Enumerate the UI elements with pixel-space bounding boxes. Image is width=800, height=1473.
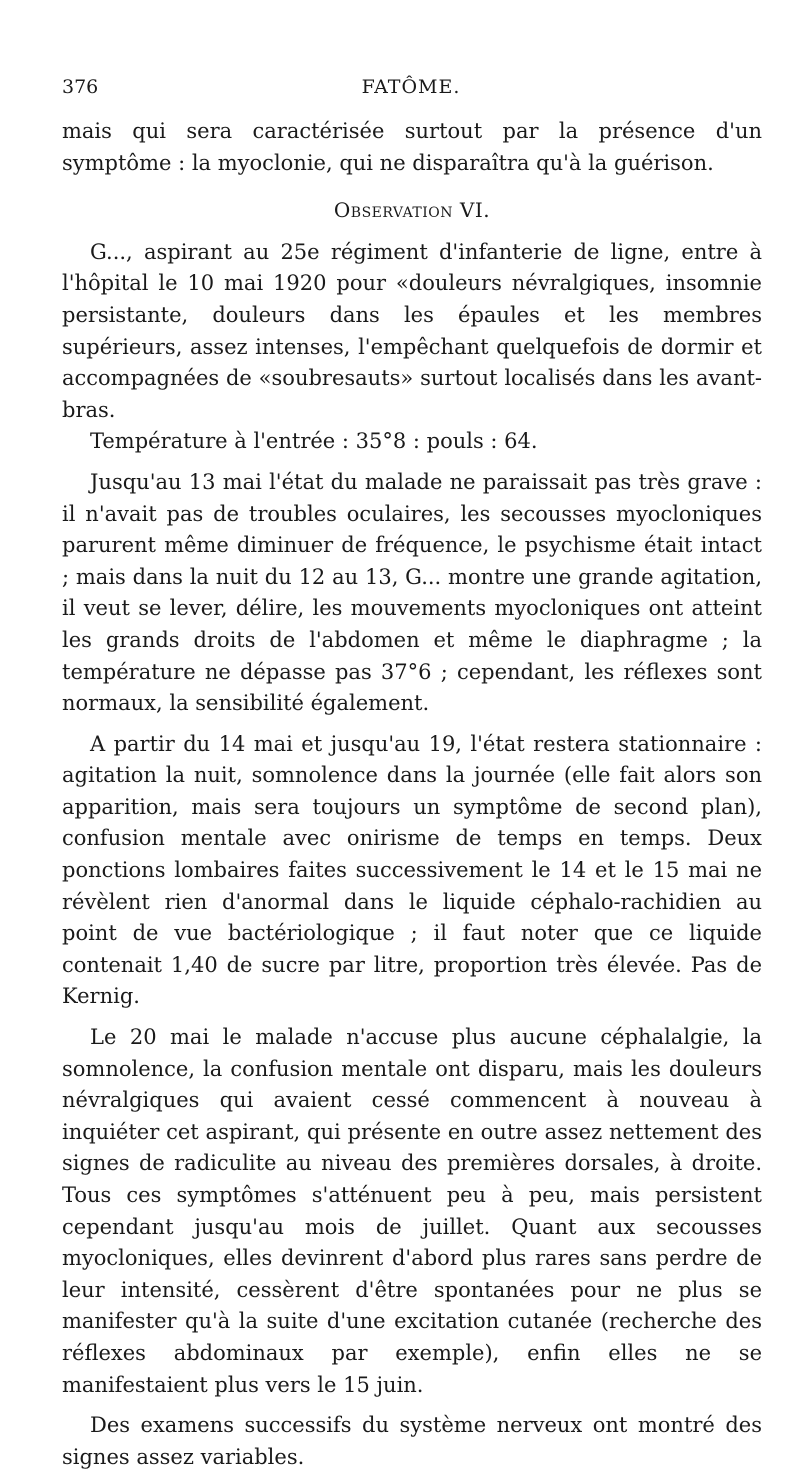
paragraph: G..., aspirant au 25e régiment d'infanterie de ligne, entre à l'hôpital le 10 mai 1920 pour «douleurs névralgiques, insomnie persistante, douleurs dans les épaules et les membres supérieurs, assez intenses, l'empêchant quelquefois de dormir et accompagnées de «soubresauts» surtout localisés dans les avant-bras. (62, 239, 762, 422)
paragraph: A partir du 14 mai et jusqu'au 19, l'état restera stationnaire : agitation la nuit, somnolence dans la journée (elle fait alors son apparition, mais sera toujours un symptôme de second plan), confusion mentale avec onirisme de temps en temps. Deux ponctions lombaires faites successivement le 14 et le 15 mai ne révèlent rien d'anormal dans le liquide céphalo-rachidien au point de vue bactériologique ; il faut noter que ce liquide contenait 1,40 de sucre par litre, proportion très élevée. Pas de Kernig. (62, 731, 762, 1009)
paragraph-continuation: mais qui sera caractérisée surtout par la présence d'un symptôme : la myoclonie, qui ne disparaîtra qu'à la guérison. (62, 119, 762, 175)
section-heading: Observation VI. (333, 198, 491, 223)
running-title: FATÔME. (361, 76, 461, 98)
page-header (62, 76, 760, 106)
page-number: 376 (62, 76, 99, 98)
paragraph: Jusqu'au 13 mai l'état du malade ne paraissait pas très grave : il n'avait pas de troubles oculaires, les secousses myocloniques parurent même diminuer de fréquence, le psychisme était intact ; mais dans la nuit du 12 au 13, G... montre une grande agitation, il veut se lever, délire, les mouvements myocloniques ont atteint les grands droits de l'abdomen et même le diaphragme ; la température ne dépasse pas 37°6 ; cependant, les réflexes sont normaux, la sensibilité également. (62, 469, 762, 716)
paragraph: Des examens successifs du système nerveux ont montré des signes assez variables. (62, 1413, 762, 1469)
paragraph: Température à l'entrée : 35°8 : pouls : 64. (90, 429, 538, 454)
body-text (62, 116, 762, 1473)
paragraph: Le 20 mai le malade n'accuse plus aucune céphalalgie, la somnolence, la confusion mentale ont disparu, mais les douleurs névralgiques qui avaient cessé commencent à nouveau à inquiéter cet aspirant, qui présente en outre assez nettement des signes de radiculite au niveau des premières dorsales, à droite. Tous ces symptômes s'atténuent peu à peu, mais persistent cependant jusqu'au mois de juillet. Quant aux secousses myocloniques, elles devinrent d'abord plus rares sans perdre de leur intensité, cessèrent d'être spontanées pour ne plus se manifester qu'à la suite d'une excitation cutanée (recherche des réflexes abdominaux par exemple), enfin elles ne se manifestaient plus vers le 15 juin. (62, 1025, 762, 1397)
